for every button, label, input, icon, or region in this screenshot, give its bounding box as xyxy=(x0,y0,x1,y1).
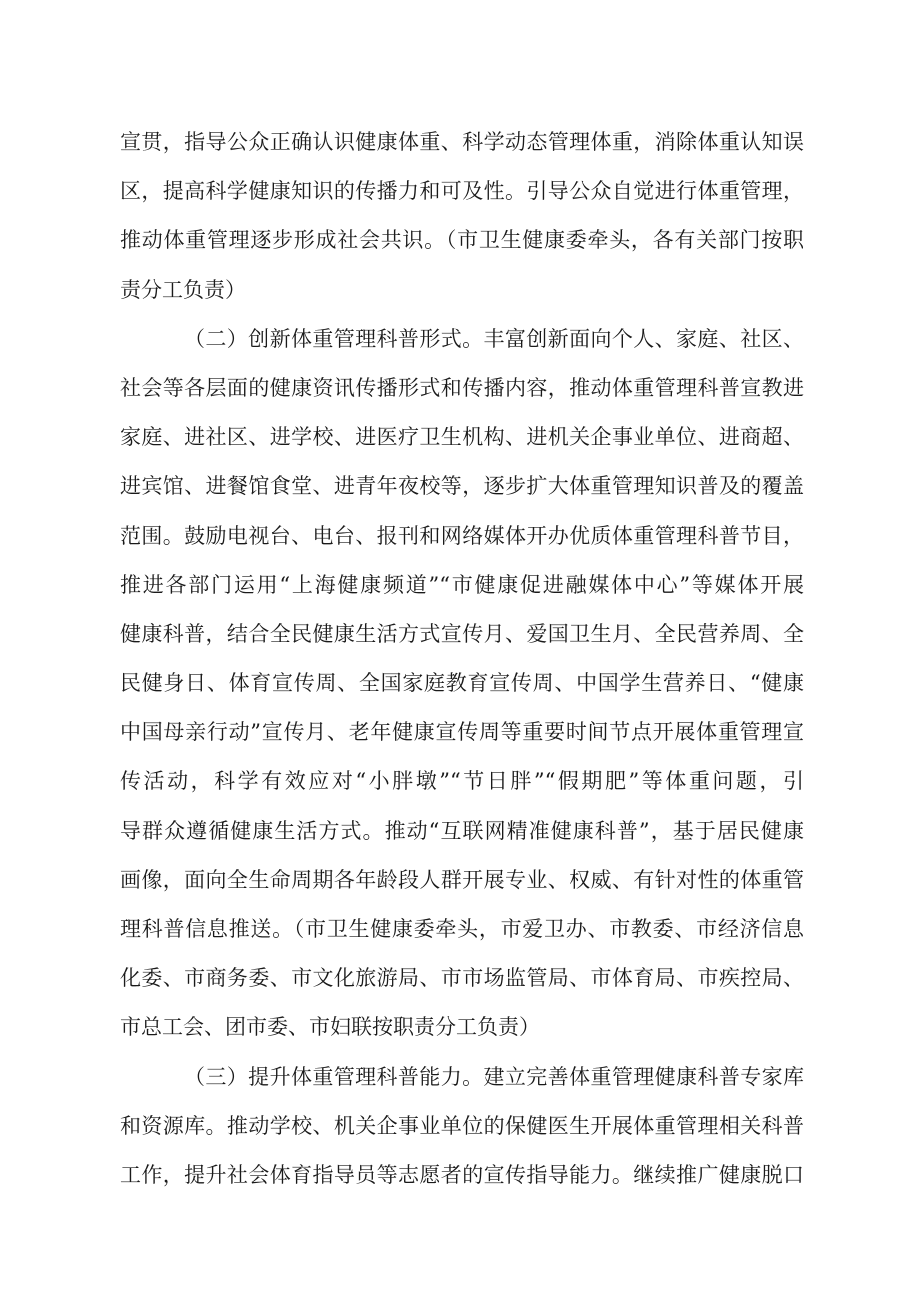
paragraph-p1 xyxy=(120,118,804,315)
text-line: （三）提升体重管理科普能力。建立完善体重管理健康科普专家库 xyxy=(184,1064,804,1089)
text-line: 理科普信息推送。（市卫生健康委牵头，市爱卫办、市教委、市经济信息 xyxy=(120,917,804,941)
text-line: 和资源库。推动学校、机关企事业单位的保健医生开展体重管理相关科普 xyxy=(120,1113,804,1138)
text-line: （二）创新体重管理科普形式。丰富创新面向个人、家庭、社区、 xyxy=(184,326,804,351)
document-page xyxy=(120,118,804,1200)
text-line: 进宾馆、进餐馆食堂、进青年夜校等，逐步扩大体重管理知识普及的覆盖 xyxy=(120,474,804,499)
text-line: 传活动，科学有效应对“小胖墩”“节日胖”“假期肥”等体重问题，引 xyxy=(120,769,804,794)
paragraph-p3 xyxy=(120,1053,804,1201)
text-line: 范围。鼓励电视台、电台、报刊和网络媒体开办优质体重管理科普节目， xyxy=(120,523,804,548)
text-line: 责分工负责） xyxy=(120,277,246,302)
text-line: 化委、市商务委、市文化旅游局、市市场监管局、市体育局、市疾控局、 xyxy=(120,966,804,991)
text-line: 家庭、进社区、进学校、进医疗卫生机构、进机关企事业单位、进商超、 xyxy=(120,425,804,450)
text-line: 画像，面向全生命周期各年龄段人群开展专业、权威、有针对性的体重管 xyxy=(120,867,804,892)
text-line: 市总工会、团市委、市妇联按职责分工负责） xyxy=(120,1015,540,1040)
text-line: 健康科普，结合全民健康生活方式宣传月、爱国卫生月、全民营养周、全 xyxy=(120,621,804,646)
text-line: 工作，提升社会体育指导员等志愿者的宣传指导能力。继续推广健康脱口 xyxy=(120,1162,804,1187)
text-line: 中国母亲行动”宣传月、老年健康宣传周等重要时间节点开展体重管理宣 xyxy=(120,720,804,745)
text-line: 社会等各层面的健康资讯传播形式和传播内容，推动体重管理科普宣教进 xyxy=(120,375,804,400)
text-line: 推动体重管理逐步形成社会共识。（市卫生健康委牵头，各有关部门按职 xyxy=(120,228,804,253)
text-line: 区，提高科学健康知识的传播力和可及性。引导公众自觉进行体重管理， xyxy=(120,179,804,204)
text-line: 导群众遵循健康生活方式。推动“互联网精准健康科普”，基于居民健康 xyxy=(120,818,804,843)
text-line: 宣贯，指导公众正确认识健康体重、科学动态管理体重，消除体重认知误 xyxy=(120,130,804,154)
text-line: 民健身日、体育宣传周、全国家庭教育宣传周、中国学生营养日、“健康 xyxy=(120,671,804,696)
text-line: 推进各部门运用“上海健康频道”“市健康促进融媒体中心”等媒体开展 xyxy=(120,572,804,597)
paragraph-p2 xyxy=(120,315,804,1053)
